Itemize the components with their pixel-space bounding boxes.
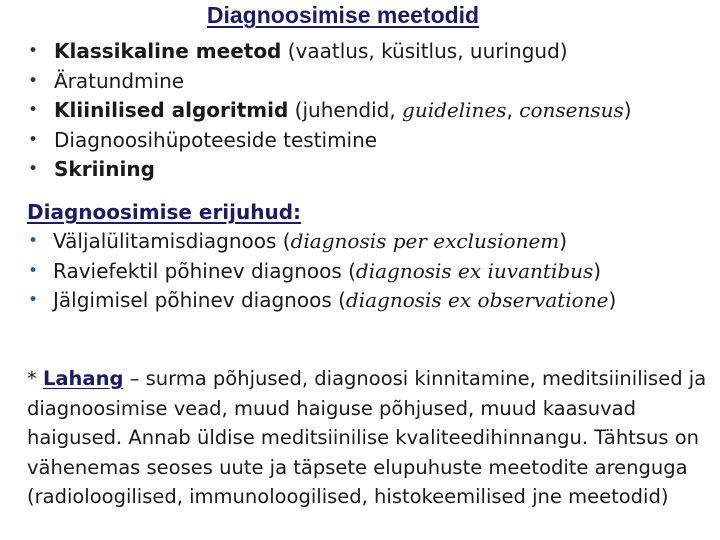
special-cases-heading: Diagnoosimise erijuhud: — [27, 200, 302, 224]
method-name: Äratundmine — [54, 68, 185, 93]
case-text: ) — [593, 258, 602, 283]
case-text: Raviefektil põhinev diagnoos ( — [53, 258, 356, 283]
list-item — [0, 126, 632, 156]
list-item — [27, 286, 616, 316]
case-text: Väljalülitamisdiagnoos ( — [53, 229, 291, 253]
method-name: Klassikaline meetod — [54, 39, 282, 63]
method-detail: ) — [623, 98, 632, 122]
bullet-icon: • — [28, 290, 39, 310]
method-name: Diagnoosihüpoteeside testimine — [54, 127, 378, 152]
bullet-icon: • — [28, 41, 39, 61]
list-item — [0, 37, 632, 67]
case-latin-term: diagnosis ex observatione — [345, 288, 609, 312]
list-item — [0, 96, 632, 126]
case-latin-term: diagnosis ex iuvantibus — [355, 258, 594, 283]
method-detail-term: consensus — [519, 98, 624, 122]
bullet-icon: • — [28, 231, 39, 251]
case-text: ) — [559, 229, 568, 253]
special-cases-section — [27, 198, 616, 316]
bullet-icon: • — [28, 129, 39, 150]
list-item — [27, 257, 616, 287]
list-item — [27, 227, 616, 257]
bullet-icon: • — [28, 70, 39, 91]
method-detail: , — [506, 98, 520, 122]
case-text: Jälgimisel põhinev diagnoos ( — [53, 288, 346, 312]
method-detail-term: guidelines — [402, 98, 507, 122]
bullet-icon: • — [28, 260, 39, 281]
case-text: ) — [608, 288, 617, 312]
case-latin-term: diagnosis per exclusionem — [290, 229, 560, 253]
diagnosis-methods-list — [0, 37, 632, 185]
bullet-icon: • — [28, 159, 39, 179]
note-term: Lahang — [42, 367, 124, 390]
method-name: Kliinilised algoritmid — [54, 98, 289, 122]
bullet-icon: • — [28, 100, 39, 120]
list-item — [0, 67, 632, 97]
note-text: – surma põhjused, diagnoosi kinnitamine, meditsiinilised ja diagnoosimise vead, muud haiguse põhjused, muud kaasuvad haigused. Annab üldise meditsiinilise kvaliteedihinnangu. Tähtsus on vähenemas seoses uute ja täpsete elupuhuste meetodite arenguga (radioloogilised, immunoloogilised, histokeemilised jne meetodid) — [27, 367, 707, 508]
slide-title: Diagnoosimise meetodid — [206, 2, 480, 28]
autopsy-note — [27, 364, 707, 512]
method-name: Skriining — [54, 157, 155, 181]
list-item — [0, 155, 632, 185]
note-marker: * — [27, 367, 43, 390]
method-detail: (vaatlus, küsitlus, uuringud) — [281, 39, 568, 63]
method-detail: (juhendid, — [288, 98, 403, 122]
